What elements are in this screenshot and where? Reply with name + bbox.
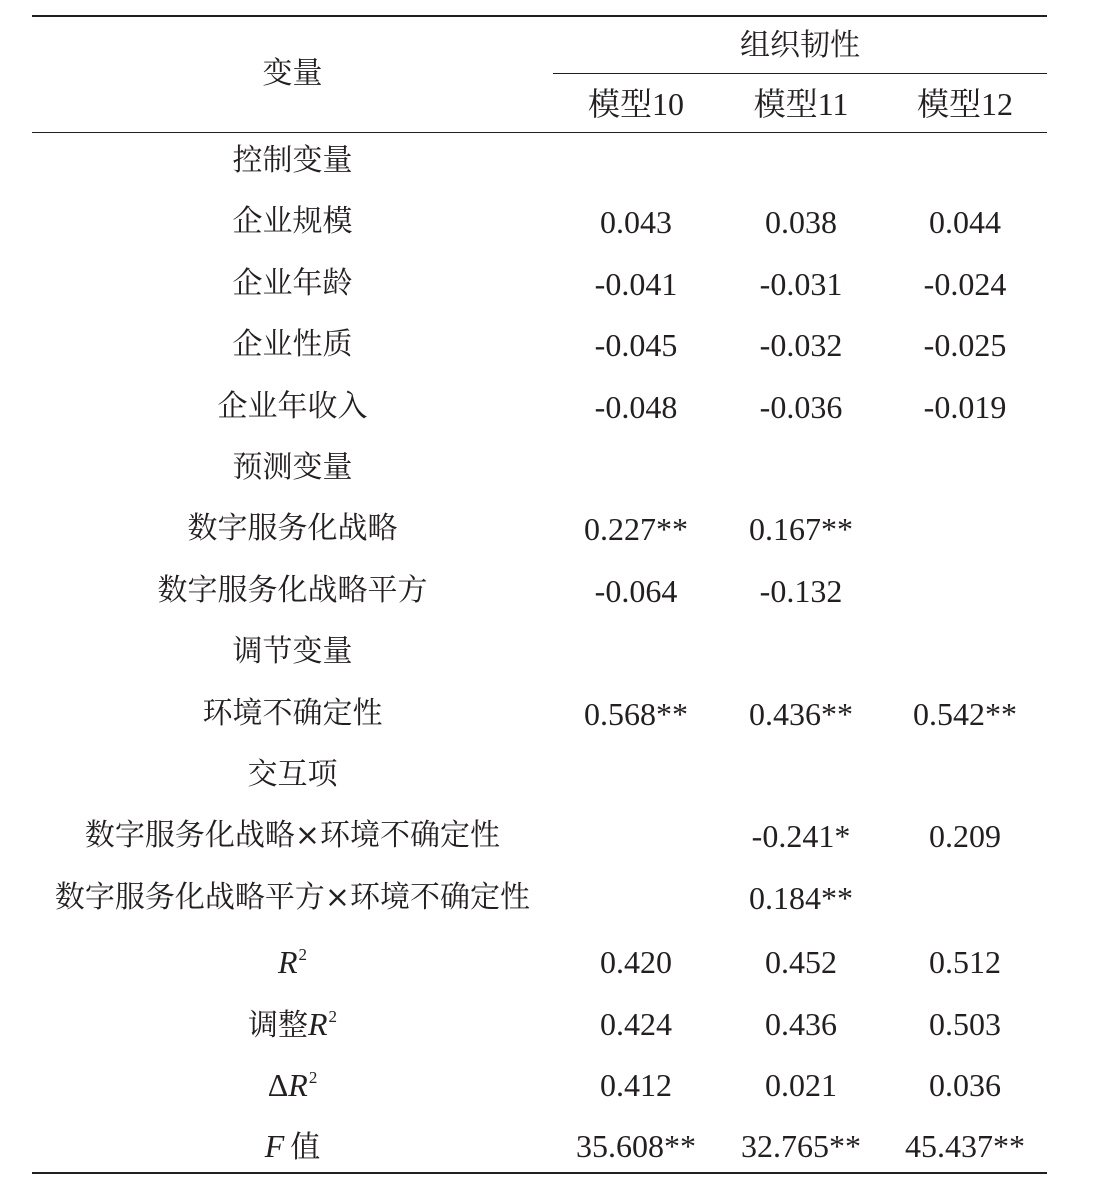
delta-r2-m10: 0.412 — [600, 1067, 672, 1103]
row-label: 调节变量 — [232, 634, 353, 669]
r2-m11: 0.452 — [765, 944, 837, 980]
cell-m12 — [883, 878, 1047, 918]
cell-m11: 0.167** — [749, 511, 853, 547]
cell-m10 — [553, 816, 719, 856]
header-bottom-rule — [32, 132, 1047, 133]
r-squared-label — [32, 942, 553, 982]
cell-m11: -0.032 — [759, 327, 843, 363]
delta-prefix: Δ — [267, 1067, 289, 1103]
adj-r2-m12: 0.503 — [929, 1006, 1001, 1042]
f-symbol: F — [264, 1128, 285, 1164]
table-top-rule — [32, 15, 1047, 17]
delta-r-symbol: R — [288, 1067, 308, 1103]
cell-m11: -0.241* — [751, 818, 851, 854]
f-suffix: 值 — [290, 1130, 321, 1165]
model-10-header: 模型10 — [587, 86, 684, 122]
row-label: 企业年收入 — [217, 389, 368, 424]
delta-r-squared-label — [32, 1065, 553, 1105]
cell-m10: 0.568** — [584, 696, 688, 732]
row-label: 环境不确定性 — [202, 696, 383, 731]
r-symbol: R — [277, 944, 298, 980]
adj-r2-m11: 0.436 — [765, 1006, 837, 1042]
cell-m10: 0.043 — [600, 204, 672, 240]
delta-r-sup: 2 — [308, 1068, 318, 1087]
adj-prefix: 调整 — [247, 1008, 308, 1043]
cell-m12 — [883, 755, 1047, 795]
row-label: 控制变量 — [232, 143, 353, 178]
f-m11: 32.765** — [741, 1128, 861, 1164]
cell-m10 — [553, 878, 719, 918]
r2-m12: 0.512 — [929, 944, 1001, 980]
model-11-header: 模型11 — [753, 86, 849, 122]
cell-m12: 0.542** — [913, 696, 1017, 732]
cell-m10: 0.227** — [584, 511, 688, 547]
cell-m11 — [719, 632, 883, 672]
row-label: 企业年龄 — [232, 266, 353, 301]
table-bottom-rule — [32, 1172, 1047, 1174]
adj-r-symbol: R — [307, 1006, 328, 1042]
row-label: 预测变量 — [232, 450, 353, 485]
cell-m11 — [719, 448, 883, 488]
adj-r2-m10: 0.424 — [600, 1006, 672, 1042]
cell-m12: 0.209 — [929, 818, 1001, 854]
f-m10: 35.608** — [576, 1128, 696, 1164]
cell-m12 — [883, 141, 1047, 181]
row-label: 数字服务化战略平方×环境不确定性 — [54, 880, 531, 915]
row-label: 交互项 — [247, 757, 338, 792]
adj-r-sup: 2 — [328, 1007, 338, 1026]
group-header: 组织韧性 — [740, 28, 860, 63]
cell-m12: -0.025 — [923, 327, 1007, 363]
cell-m11: -0.036 — [759, 389, 843, 425]
row-label: 企业性质 — [232, 327, 353, 362]
cell-m10: -0.064 — [594, 573, 678, 609]
cell-m11: 0.184** — [749, 880, 853, 916]
delta-r2-m12: 0.036 — [929, 1067, 1001, 1103]
cell-m12: 0.044 — [929, 204, 1001, 240]
group-header-rule — [553, 73, 1047, 74]
f-value-label — [32, 1126, 553, 1166]
cell-m10: -0.041 — [594, 266, 678, 302]
row-label: 数字服务化战略 — [187, 511, 398, 546]
cell-m10 — [553, 755, 719, 795]
row-label: 数字服务化战略平方 — [157, 573, 428, 608]
adjusted-r-squared-label — [32, 1004, 553, 1044]
cell-m10 — [553, 141, 719, 181]
cell-m12 — [883, 632, 1047, 672]
cell-m11 — [719, 755, 883, 795]
delta-r2-m11: 0.021 — [765, 1067, 837, 1103]
cell-m11: -0.031 — [759, 266, 843, 302]
cell-m11 — [719, 141, 883, 181]
row-label: 企业规模 — [232, 204, 353, 239]
cell-m12: -0.024 — [923, 266, 1007, 302]
variable-header: 变量 — [262, 56, 323, 91]
cell-m10: -0.045 — [594, 327, 678, 363]
cell-m11: 0.038 — [765, 204, 837, 240]
cell-m12 — [883, 448, 1047, 488]
cell-m12 — [883, 509, 1047, 549]
cell-m10 — [553, 632, 719, 672]
model-12-header: 模型12 — [916, 86, 1013, 122]
cell-m10: -0.048 — [594, 389, 678, 425]
row-label: 数字服务化战略×环境不确定性 — [84, 818, 501, 853]
cell-m12: -0.019 — [923, 389, 1007, 425]
r-sup: 2 — [298, 945, 308, 964]
cell-m10 — [553, 448, 719, 488]
cell-m11: -0.132 — [759, 573, 843, 609]
f-m12: 45.437** — [905, 1128, 1025, 1164]
r2-m10: 0.420 — [600, 944, 672, 980]
cell-m12 — [883, 571, 1047, 611]
cell-m11: 0.436** — [749, 696, 853, 732]
